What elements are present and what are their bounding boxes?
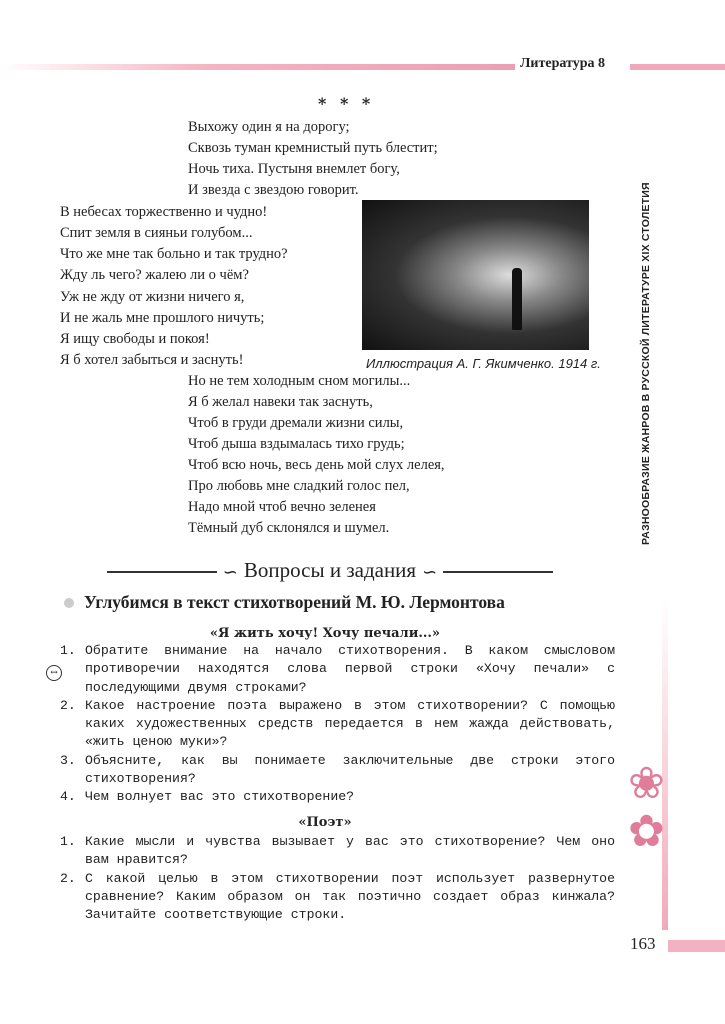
question-text: С какой целью в этом стихотворении поэт использует развернутое сравнение? Каким образом он так поэтично создает образ кинжала? Зачитайте соответствующие строки.	[85, 870, 615, 923]
stanza-2	[60, 202, 288, 286]
question-text: Чем волнует вас это стихотворение?	[85, 789, 355, 805]
poem-line: Чтоб всю ночь, весь день мой слух лелея,	[188, 457, 445, 473]
question-list	[60, 833, 615, 924]
question-number: 2.	[60, 870, 76, 886]
stanza-1	[188, 117, 438, 201]
poem-line: Про любовь мне сладкий голос пел,	[188, 478, 410, 494]
stanza-5	[188, 455, 445, 539]
question-item	[60, 752, 615, 789]
question-list	[60, 642, 615, 807]
group-title: «Поэт»	[298, 815, 352, 830]
poem-stars: * * *	[318, 94, 375, 113]
question-item	[60, 788, 615, 806]
header-title: Литература 8	[520, 56, 605, 71]
poem-line: Жду ль чего? жалею ли о чём?	[60, 267, 249, 283]
audio-disc-icon[interactable]: ↔	[46, 665, 62, 681]
poem-line: Тёмный дуб склонялся и шумел.	[188, 520, 390, 536]
section-subtitle	[62, 592, 505, 613]
question-text: Какое настроение поэта выражено в этом стихотворении? С помощью каких художественных средств передается в нем жажда действовать, «жить ценою муки»?	[85, 697, 615, 750]
subtitle-text: Углубимся в текст стихотворений М. Ю. Лермонтова	[84, 592, 505, 612]
side-chapter-title: РАЗНООБРАЗИЕ ЖАНРОВ В РУССКОЙ ЛИТЕРАТУРЕ XIX СТОЛЕТИЯ	[640, 182, 652, 545]
stanza-4	[188, 371, 410, 455]
poem-line: Ночь тиха. Пустыня внемлет богу,	[188, 161, 400, 177]
illustration-image	[362, 200, 589, 350]
illustration-caption: Иллюстрация А. Г. Якимченко. 1914 г.	[366, 356, 601, 371]
divider	[107, 571, 217, 573]
poem-line: И звезда с звездою говорит.	[188, 182, 359, 198]
poem-line: Спит земля в сияньи голубом...	[60, 225, 253, 241]
question-number: 1.	[60, 834, 76, 849]
question-number: 2.	[60, 697, 76, 713]
poem-line: Чтоб дыша вздымалась тихо грудь;	[188, 436, 405, 452]
poem-line: Сквозь туман кремнистый путь блестит;	[188, 140, 438, 156]
poem-line: Я б желал навеки так заснуть,	[188, 394, 373, 410]
poem-line: Уж не жду от жизни ничего я,	[60, 289, 245, 305]
question-text: Какие мысли и чувства вызывает у вас это стихотворение? Чем оно вам нравится?	[85, 834, 615, 868]
question-text: Объясните, как вы понимаете заключительные две строки этого стихотворения?	[85, 752, 615, 787]
question-item	[60, 697, 615, 752]
header-bar	[0, 64, 515, 70]
page-number: 163	[630, 934, 656, 953]
question-item	[60, 642, 615, 697]
section-title: Вопросы и задания	[243, 558, 417, 582]
poem-line: Я б хотел забыться и заснуть!	[60, 352, 244, 368]
poem-line: Надо мной чтоб вечно зеленея	[188, 499, 376, 515]
poem-line: Но не тем холодным сном могилы...	[188, 373, 411, 389]
question-number: 1.	[60, 643, 76, 658]
stanza-3	[60, 287, 264, 371]
poem-line: Я ищу свободы и покоя!	[60, 331, 210, 347]
poem-line: В небесах торжественно и чудно!	[60, 204, 268, 220]
ornament-icon: ∽	[422, 561, 438, 582]
divider	[443, 571, 553, 573]
section-heading	[30, 558, 630, 583]
question-item	[60, 833, 615, 870]
question-item	[60, 870, 615, 925]
header-bar-right	[630, 64, 725, 70]
poem-line: Что же мне так больно и так трудно?	[60, 246, 288, 262]
ornament-icon: ∽	[222, 561, 238, 582]
question-number: 4.	[60, 789, 76, 805]
question-number: 3.	[60, 752, 76, 768]
page-number-bar	[668, 940, 725, 952]
poem-line: И не жаль мне прошлого ничуть;	[60, 310, 265, 326]
group-title: «Я жить хочу! Хочу печали...»	[209, 626, 441, 641]
poem-line: Выхожу один я на дорогу;	[188, 119, 350, 135]
poem-line: Чтоб в груди дремали жизни силы,	[188, 415, 404, 431]
question-text: Обратите внимание на начало стихотворения. В каком смысловом противоречии находятся слова первой строки «Хочу печали» с последующими двумя строками?	[85, 643, 615, 695]
flower-ornament-icon: ❀ ✿	[628, 758, 665, 857]
illustration-figure	[512, 268, 522, 330]
